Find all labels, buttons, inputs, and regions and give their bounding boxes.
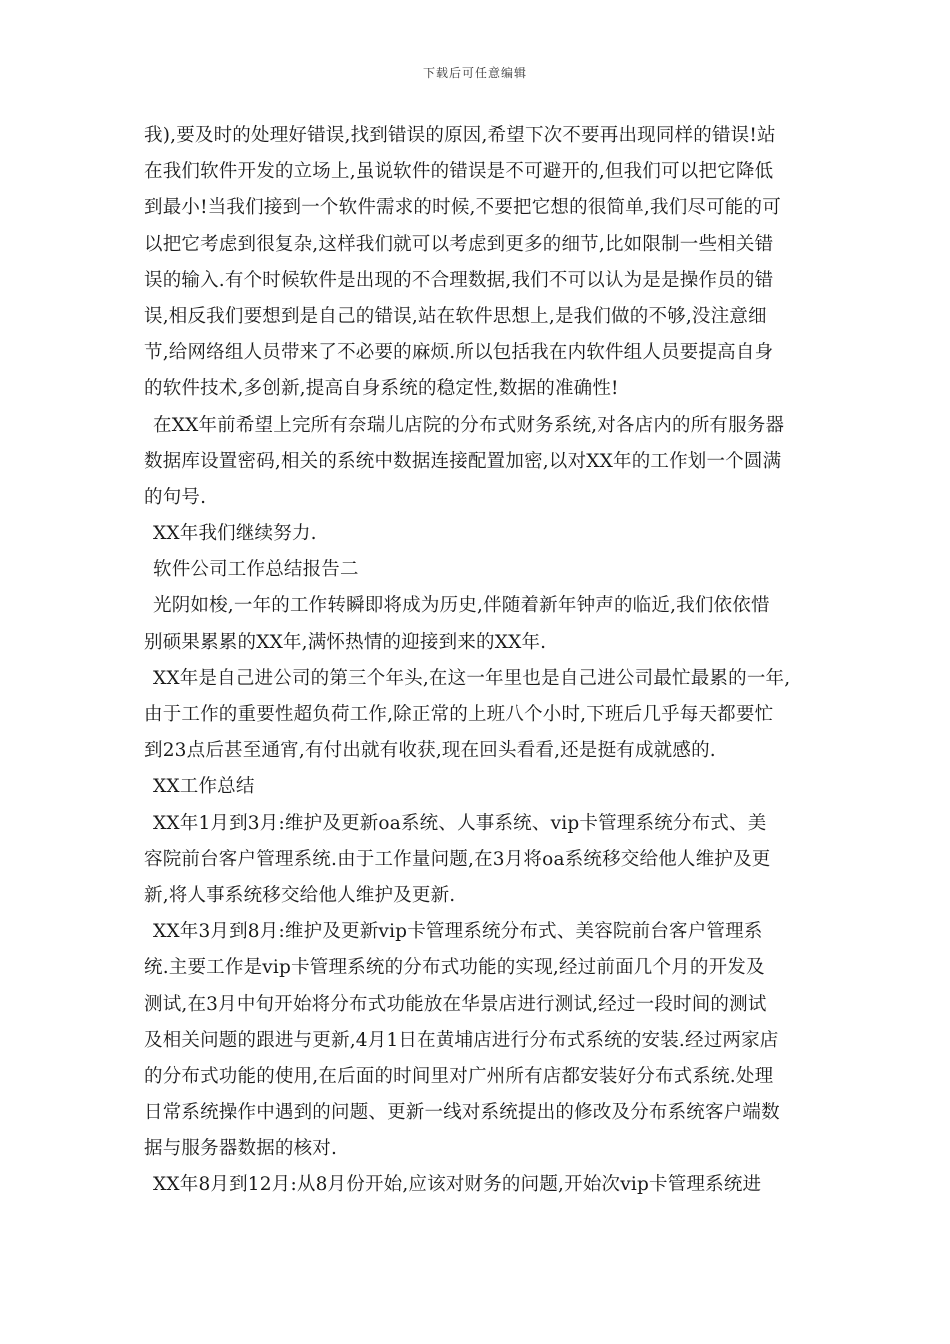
text-line: 据与服务器数据的核对.	[144, 1138, 338, 1160]
text-line: 到23点后甚至通宵,有付出就有收获,现在回头看看,还是挺有成就感的.	[144, 740, 716, 762]
text-line: 误,相反我们要想到是自己的错误,站在软件思想上,是我们做的不够,没注意细	[144, 305, 767, 327]
text-line: 数据库设置密码,相关的系统中数据连接配置加密,以对XX年的工作划一个圆满	[144, 450, 782, 472]
text-line: 测试,在3月中旬开始将分布式功能放在华景店进行测试,经过一段时间的测试	[144, 993, 767, 1015]
text-line: 在XX年前希望上完所有奈瑞儿店院的分布式财务系统,对各店内的所有服务器	[153, 414, 785, 436]
text-line: 的句号.	[144, 486, 207, 508]
text-line: 到最小!当我们接到一个软件需求的时候,不要把它想的很简单,我们尽可能的可	[144, 197, 781, 219]
text-line: 日常系统操作中遇到的问题、更新一线对系统提出的修改及分布系统客户端数	[144, 1102, 780, 1124]
text-line: 节,给网络组人员带来了不必要的麻烦.所以包括我在内软件组人员要提高自身	[144, 342, 774, 364]
text-line: 在我们软件开发的立场上,虽说软件的错误是不可避开的,但我们可以把它降低	[144, 161, 774, 183]
text-line: 别硕果累累的XX年,满怀热情的迎接到来的XX年.	[144, 631, 547, 653]
text-line: 由于工作的重要性超负荷工作,除正常的上班八个小时,下班后几乎每天都要忙	[144, 704, 774, 725]
text-line: XX工作总结	[153, 776, 255, 798]
text-line: XX年是自己进公司的第三个年头,在这一年里也是自己进公司最忙最累的一年,	[153, 667, 791, 689]
header-note: 下载后可任意编辑	[422, 66, 527, 80]
text-line: 我),要及时的处理好错误,找到错误的原因,希望下次不要再出现同样的错误!站	[144, 125, 776, 146]
text-line: 以把它考虑到很复杂,这样我们就可以考虑到更多的细节,比如限制一些相关错	[144, 233, 774, 255]
text-line: 误的输入.有个时候软件是出现的不合理数据,我们不可以认为是是操作员的错	[144, 269, 774, 291]
text-line: XX年我们继续努力.	[153, 523, 317, 545]
document-body	[144, 118, 814, 1204]
text-line: 软件公司工作总结报告二	[153, 559, 359, 581]
text-line: 的软件技术,多创新,提高自身系统的稳定性,数据的准确性!	[144, 378, 619, 400]
text-line: XX年3月到8月:维护及更新vip卡管理系统分布式、美容院前台客户管理系	[153, 921, 763, 943]
text-line: 统.主要工作是vip卡管理系统的分布式功能的实现,经过前面几个月的开发及	[144, 957, 765, 979]
text-line: 的分布式功能的使用,在后面的时间里对广州所有店都安装好分布式系统.处理	[144, 1065, 774, 1087]
text-line: 及相关问题的跟进与更新,4月1日在黄埔店进行分布式系统的安装.经过两家店	[144, 1029, 779, 1051]
text-line: XX年1月到3月:维护及更新oa系统、人事系统、vip卡管理系统分布式、美	[153, 812, 767, 834]
text-line: XX年8月到12月:从8月份开始,应该对财务的问题,开始次vip卡管理系统进	[153, 1174, 762, 1196]
text-line: 光阴如梭,一年的工作转瞬即将成为历史,伴随着新年钟声的临近,我们依依惜	[153, 595, 770, 617]
text-line: 容院前台客户管理系统.由于工作量问题,在3月将oa系统移交给他人维护及更	[144, 848, 771, 870]
text-line: 新,将人事系统移交给他人维护及更新.	[144, 884, 456, 906]
